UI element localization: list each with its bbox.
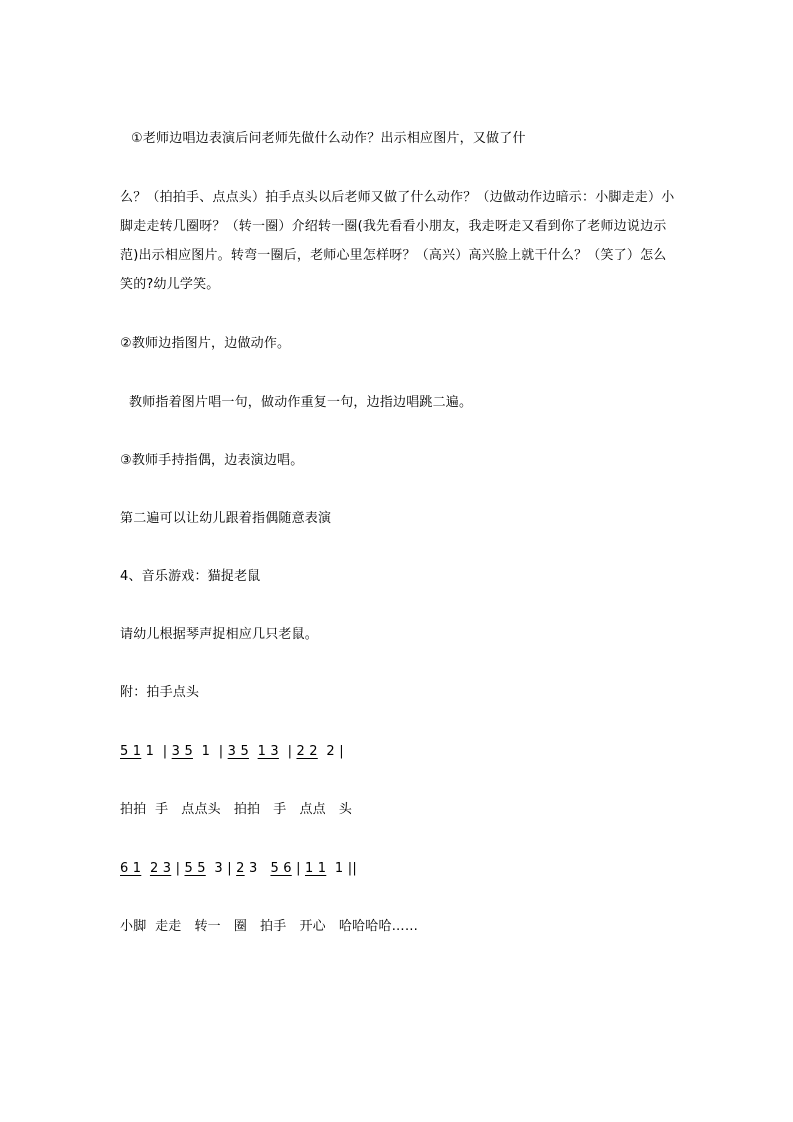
paragraph-step-3: ③教师手持指偶，边表演边唱。 (120, 453, 304, 468)
notation-text: | (171, 861, 185, 876)
notation-line-1 (120, 744, 344, 760)
notation-group: 2 (236, 861, 245, 876)
notation-text: | (291, 861, 305, 876)
notation-text: 1 || (326, 861, 357, 876)
notation-group: 5 5 (184, 861, 206, 876)
notation-text: 2 | (317, 744, 344, 759)
notation-group: 5 1 (120, 744, 142, 759)
notation-text: 3 | (205, 861, 237, 876)
lyrics-line-2: 小脚 走走 转一 圈 拍手 开心 哈哈哈哈…… (120, 919, 419, 934)
paragraph-step-2: ②教师边指图片，边做动作。 (120, 336, 291, 351)
notation-group: 1 3 (257, 744, 279, 759)
notation-text: 1 | (192, 744, 228, 759)
notation-group: 2 2 (296, 744, 318, 759)
paragraph-step-1: ①老师边唱边表演后问老师先做什么动作？出示相应图片，又做了什 (131, 131, 526, 146)
lyrics-line-1: 拍拍 手 点点头 拍拍 手 点点 头 (120, 802, 353, 817)
notation-text (141, 861, 150, 876)
notation-group: 3 5 (227, 744, 249, 759)
paragraph-step-1-cont-line-3: 范)出示相应图片。转弯一圈后，老师心里怎样呀？（高兴）高兴脸上就干什么？（笑了）怎么 (120, 248, 667, 263)
paragraph-second-time: 第二遍可以让幼儿跟着指偶随意表演 (120, 511, 332, 526)
section-music-game: 4、音乐游戏：猫捉老鼠 (120, 569, 261, 584)
paragraph-step-1-cont-line-2: 脚走走转几圈呀？（转一圈）介绍转一圈(我先看看小朋友，我走呀走又看到你了老师边说边示 (120, 219, 667, 234)
appendix-title: 附：拍手点头 (120, 685, 200, 700)
notation-group: 3 5 (171, 744, 193, 759)
notation-text: | (278, 744, 297, 759)
notation-line-2 (120, 861, 357, 877)
notation-group: 6 1 (120, 861, 142, 876)
paragraph-step-1-cont-line-4: 笑的?幼儿学笑。 (120, 277, 220, 292)
notation-group: 2 3 (149, 861, 172, 876)
paragraph-step-1-cont-line-1: 么？（拍拍手、点点头）拍手点头以后老师又做了什么动作？（边做动作边暗示：小脚走走）小 (120, 190, 675, 205)
notation-group: 5 6 (270, 861, 292, 876)
paragraph-game-instruction: 请幼儿根据琴声捉相应几只老鼠。 (120, 627, 319, 642)
notation-group: 1 1 (304, 861, 327, 876)
paragraph-step-2-detail: 教师指着图片唱一句，做动作重复一句，边指边唱跳二遍。 (129, 395, 473, 410)
notation-text: 3 (244, 861, 271, 876)
notation-text: 1 | (141, 744, 172, 759)
notation-text (249, 744, 258, 759)
